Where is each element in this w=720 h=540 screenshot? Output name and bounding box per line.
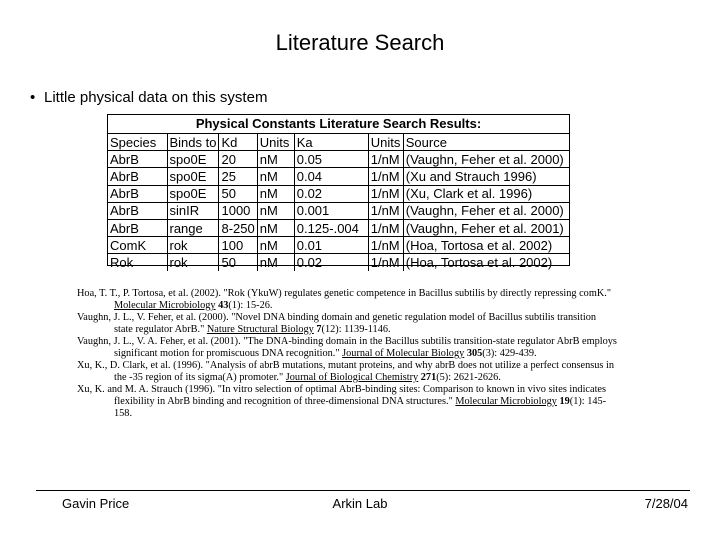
table-cell: 20	[219, 151, 257, 168]
table-cell: nM	[257, 168, 294, 185]
table-cell: 25	[219, 168, 257, 185]
table-cell: (Vaughn, Feher et al. 2000)	[403, 151, 569, 168]
table-cell: AbrB	[108, 151, 167, 168]
reference-item	[77, 288, 617, 312]
reference-journal: Molecular Microbiology	[114, 300, 216, 311]
footer-date: 7/28/04	[644, 496, 688, 511]
table-cell: Rok	[108, 254, 167, 271]
reference-volume: 19	[556, 396, 570, 407]
reference-pages: (5): 2621-2626.	[436, 372, 501, 383]
reference-volume: 7	[313, 324, 322, 335]
footer-author: Gavin Price	[62, 496, 130, 511]
table-row	[108, 237, 569, 254]
column-header: Ka	[294, 134, 368, 151]
table-cell: (Vaughn, Feher et al. 2001)	[403, 219, 569, 236]
table-cell: nM	[257, 202, 294, 219]
table-cell: nM	[257, 237, 294, 254]
reference-item	[77, 312, 617, 336]
table-cell: 50	[219, 254, 257, 271]
table-row	[108, 185, 569, 202]
table-cell: rok	[167, 237, 219, 254]
table-row	[108, 219, 569, 236]
table-row	[108, 168, 569, 185]
table-cell: 1/nM	[368, 202, 403, 219]
reference-pages: (12): 1139-1146.	[321, 324, 391, 335]
table-title: Physical Constants Literature Search Results:	[108, 115, 569, 134]
table-cell: 8-250	[219, 219, 257, 236]
table-cell: AbrB	[108, 219, 167, 236]
table-cell: AbrB	[108, 202, 167, 219]
reference-pages: (1): 145-158.	[114, 396, 607, 419]
reference-text: Hoa, T. T., P. Tortosa, et al. (2002). "Rok (YkuW) regulates genetic competence in Bacillus subtilis by directly repressing comK."	[77, 288, 612, 299]
column-header: Binds to	[167, 134, 219, 151]
table-cell: 0.05	[294, 151, 368, 168]
table-cell: (Vaughn, Feher et al. 2000)	[403, 202, 569, 219]
table-cell: rok	[167, 254, 219, 271]
reference-volume: 43	[215, 300, 229, 311]
table-cell: nM	[257, 219, 294, 236]
physical-constants-table	[107, 114, 570, 270]
column-header: Species	[108, 134, 167, 151]
reference-item	[77, 336, 617, 360]
table-cell: (Xu and Strauch 1996)	[403, 168, 569, 185]
footer-divider	[36, 490, 690, 491]
table-cell: nM	[257, 185, 294, 202]
table-cell: 1/nM	[368, 185, 403, 202]
reference-journal: Journal of Biological Chemistry	[285, 372, 419, 383]
table-cell: 1/nM	[368, 237, 403, 254]
reference-item	[77, 360, 617, 384]
table-cell: 0.001	[294, 202, 368, 219]
footer-lab: Arkin Lab	[332, 496, 388, 511]
table-cell: spo0E	[167, 151, 219, 168]
table-cell: 100	[219, 237, 257, 254]
table-cell: nM	[257, 254, 294, 271]
reference-text: Xu, K. and M. A. Strauch (1996). "In vitro selection of optimal AbrB-binding sites: Comparison to known in vivo sites indicates flexibility in AbrB binding and recognition of three-dimensional DNA structures."	[77, 384, 607, 407]
reference-text: Vaughn, J. L., V. A. Feher, et al. (2001). "The DNA-binding domain in the Bacillus subtilis transition-state regulator AbrB employs significant motion for promiscuous DNA recognition."	[77, 336, 617, 359]
reference-pages: (1): 15-26.	[228, 300, 273, 311]
table-cell: range	[167, 219, 219, 236]
reference-item	[77, 384, 617, 420]
table-cell: nM	[257, 151, 294, 168]
column-header: Kd	[219, 134, 257, 151]
reference-volume: 271	[418, 372, 437, 383]
constants-table-grid	[108, 134, 569, 271]
table-cell: spo0E	[167, 168, 219, 185]
reference-pages: (3): 429-439.	[482, 348, 537, 359]
table-cell: 0.01	[294, 237, 368, 254]
table-cell: (Xu, Clark et al. 1996)	[403, 185, 569, 202]
table-row	[108, 151, 569, 168]
table-cell: 0.02	[294, 185, 368, 202]
table-cell: 0.04	[294, 168, 368, 185]
table-cell: sinIR	[167, 202, 219, 219]
table-cell: 1/nM	[368, 254, 403, 271]
table-cell: 50	[219, 185, 257, 202]
table-header-row	[108, 134, 569, 151]
table-cell: AbrB	[108, 168, 167, 185]
reference-text: Xu, K., D. Clark, et al. (1996). "Analysis of abrB mutations, mutant proteins, and why abrB does not utilize a perfect consensus in the -35 region of its sigma(A) promoter."	[77, 360, 614, 383]
table-row	[108, 202, 569, 219]
reference-text: Vaughn, J. L., V. Feher, et al. (2000). "Novel DNA binding domain and genetic regulation model of Bacillus subtilis transition state regulator AbrB."	[77, 312, 597, 335]
reference-journal: Molecular Microbiology	[455, 396, 557, 407]
table-cell: (Hoa, Tortosa et al. 2002)	[403, 254, 569, 271]
bullet-point	[30, 89, 267, 106]
references-list	[77, 288, 617, 420]
table-cell: 1/nM	[368, 168, 403, 185]
table-cell: ComK	[108, 237, 167, 254]
column-header: Source	[403, 134, 569, 151]
slide-title: Literature Search	[275, 30, 445, 55]
table-cell: 0.125-.004	[294, 219, 368, 236]
bullet-icon: •	[30, 89, 36, 106]
column-header: Units	[257, 134, 294, 151]
table-cell: 1/nM	[368, 219, 403, 236]
column-header: Units	[368, 134, 403, 151]
table-cell: 1/nM	[368, 151, 403, 168]
table-cell: spo0E	[167, 185, 219, 202]
table-cell: AbrB	[108, 185, 167, 202]
table-cell: (Hoa, Tortosa et al. 2002)	[403, 237, 569, 254]
reference-volume: 305	[464, 348, 483, 359]
reference-journal: Nature Structural Biology	[206, 324, 314, 335]
table-row	[108, 254, 569, 271]
table-cell: 0.02	[294, 254, 368, 271]
bullet-text: Little physical data on this system	[44, 89, 268, 106]
reference-journal: Journal of Molecular Biology	[342, 348, 465, 359]
table-cell: 1000	[219, 202, 257, 219]
